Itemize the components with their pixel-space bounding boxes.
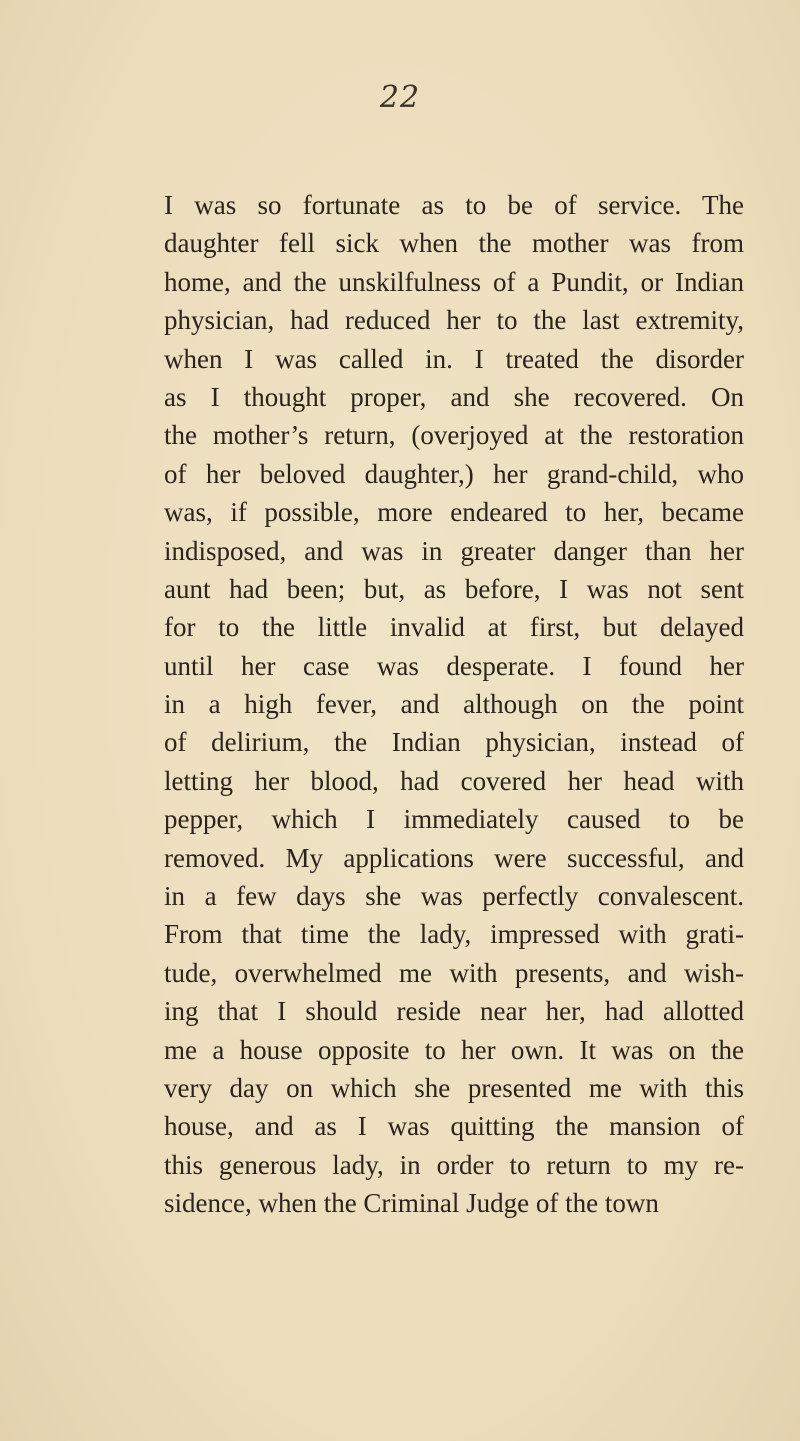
text-line: house, and as I was quitting the mansion of [164,1111,744,1142]
page-number: 22 [379,80,421,115]
text-line: was, if possible, more endeared to her, became [164,497,744,528]
text-line: pepper, which I immediately caused to be [164,804,744,835]
text-line: daughter fell sick when the mother was from [164,228,744,259]
text-line: this generous lady, in order to return to my re- [164,1149,744,1180]
text-line: me a house opposite to her own. It was on the [164,1034,744,1065]
text-line: in a high fever, and although on the point [164,689,744,720]
text-line: until her case was desperate. I found her [164,650,744,681]
text-line: aunt had been; but, as before, I was not sent [164,573,744,604]
text-line: as I thought proper, and she recovered. On [164,381,744,412]
text-line: physician, had reduced her to the last extremity, [164,305,744,336]
body-text [164,186,744,1223]
text-line: the mother’s return, (overjoyed at the restoration [164,420,744,451]
text-line: sidence, when the Criminal Judge of the town [164,1188,659,1219]
text-line: letting her blood, had covered her head with [164,765,744,796]
text-line: very day on which she presented me with this [164,1072,744,1103]
text-line: tude, overwhelmed me with presents, and wish- [164,957,744,988]
text-line: indisposed, and was in greater danger than her [164,535,744,566]
text-line: when I was called in. I treated the disorder [164,343,744,374]
text-line: I was so fortunate as to be of service. The [164,190,744,220]
text-line: removed. My applications were successful, and [164,842,744,873]
text-line: for to the little invalid at first, but delayed [164,612,744,643]
text-line: ing that I should reside near her, had allotted [164,996,744,1027]
text-line: home, and the unskilfulness of a Pundit, or Indian [164,266,744,297]
text-line: of her beloved daughter,) her grand-child, who [164,458,744,489]
text-line: in a few days she was perfectly convalescent. [164,881,744,912]
text-line: From that time the lady, impressed with grati- [164,919,744,950]
text-line: of delirium, the Indian physician, instead of [164,727,744,758]
